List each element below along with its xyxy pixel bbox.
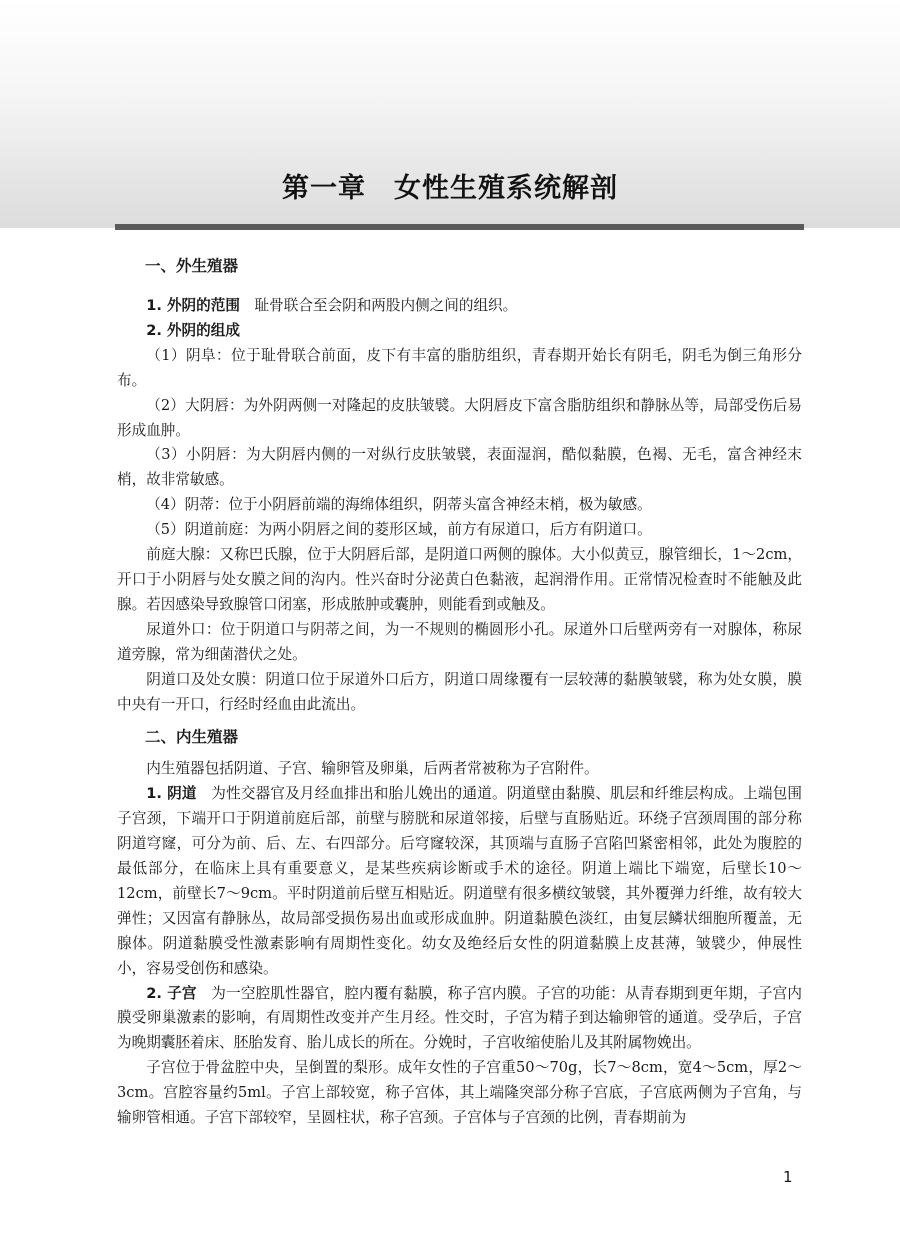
- paragraph-internal-intro: 内生殖器包括阴道、子宫、输卵管及卵巢，后两者常被称为子宫附件。: [146, 760, 599, 778]
- term-uterus: 2. 子宫: [146, 984, 197, 1002]
- paragraph-labia-majora: （2）大阴唇：为外阴两侧一对隆起的皮肤皱襞。大阴唇皮下富含脂肪组织和静脉丛等，局部受伤后易形成血肿。: [117, 396, 802, 439]
- paragraph-vagina: [117, 782, 802, 981]
- paragraph-hymen: 阴道口及处女膜：阴道口位于尿道外口后方，阴道口周缘覆有一层较薄的黏膜皱襞，称为处女膜，膜中央有一开口，行经时经血由此流出。: [117, 670, 802, 713]
- page-content: [117, 254, 802, 1131]
- paragraph-mons: （1）阴阜：位于耻骨联合前面，皮下有丰富的脂肪组织，青春期开始长有阴毛，阴毛为倒三角形分布。: [117, 346, 802, 389]
- term-vagina: 1. 阴道: [146, 785, 197, 803]
- section-heading-external: 一、外生殖器: [145, 257, 239, 275]
- paragraph-uterus: [117, 982, 802, 1057]
- paragraph-clitoris: （4）阴蒂：位于小阴唇前端的海绵体组织，阴蒂头富含神经末梢，极为敏感。: [146, 496, 652, 514]
- chapter-title: 第一章 女性生殖系统解剖: [282, 173, 618, 204]
- paragraph-urethra: 尿道外口：位于阴道口与阴蒂之间，为一不规则的椭圆形小孔。尿道外口后壁两旁有一对腺体，称尿道旁腺，常为细菌潜伏之处。: [117, 620, 802, 663]
- paragraph-labia-minora: （3）小阴唇：为大阴唇内侧的一对纵行皮肤皱襞，表面湿润，酷似黏膜，色褐、无毛，富含神经末梢，故非常敏感。: [117, 446, 802, 489]
- term-vulva-range: 1. 外阴的范围: [146, 297, 240, 314]
- title-rule: [115, 224, 804, 230]
- paragraph-vestibule: （5）阴道前庭：为两小阴唇之间的菱形区域，前方有尿道口，后方有阴道口。: [146, 521, 652, 539]
- paragraph-uterus-position: 子宫位于骨盆腔中央，呈倒置的梨形。成年女性的子宫重50～70g，长7～8cm，宽4～5cm，厚2～3cm。宫腔容量约5ml。子宫上部较宽，称子宫体，其上端隆突部分称子宫底，子宫底两侧为子宫角，与输卵管相通。子宫下部较窄，呈圆柱状，称子宫颈。子宫体与子宫颈的比例，青春期前为: [117, 1059, 802, 1127]
- section-heading-internal: 二、内生殖器: [145, 728, 239, 747]
- subheading-vulva-composition: 2. 外阴的组成: [146, 321, 240, 339]
- paragraph-bartholin: 前庭大腺：又称巴氏腺，位于大阴唇后部，是阴道口两侧的腺体。大小似黄豆，腺管细长，1～2cm，开口于小阴唇与处女膜之间的沟内。性兴奋时分泌黄白色黏液，起润滑作用。正常情况检查时不能触及此腺。若因感染导致腺管口闭塞，形成脓肿或囊肿，则能看到或触及。: [117, 546, 802, 613]
- paragraph-text: 为一空腔肌性器官，腔内覆有黏膜，称子宫内膜。子宫的功能：从青春期到更年期，子宫内膜受卵巢激素的影响，有周期性改变并产生月经。性交时，子宫为精子到达输卵管的通道。受孕后，子宫为晚期囊胚着床、胚胎发育、胎儿成长的所在。分娩时，子宫收缩使胎儿及其附属物娩出。: [117, 984, 803, 1052]
- paragraph-text: 为性交器官及月经血排出和胎儿娩出的通道。阴道壁由黏膜、肌层和纤维层构成。上端包围子宫颈，下端开口于阴道前庭后部，前壁与膀胱和尿道邻接，后壁与直肠贴近。环绕子宫颈周围的部分称阴道穹窿，可分为前、后、左、右四部分。后穹窿较深，其顶端与直肠子宫陷凹紧密相邻，此处为腹腔的最低部分，在临床上具有重要意义，是某些疾病诊断或手术的途径。阴道上端比下端宽，后壁长10～12cm，前壁长7～9cm。平时阴道前后壁互相贴近。阴道壁有很多横纹皱襞，其外覆弹力纤维，故有较大弹性；又因富有静脉丛，故局部受损伤易出血或形成血肿。阴道黏膜色淡红，由复层鳞状细胞所覆盖，无腺体。阴道黏膜受性激素影响有周期性变化。幼女及绝经后女性的阴道黏膜上皮甚薄，皱襞少，伸展性小，容易受创伤和感染。: [117, 785, 803, 977]
- paragraph-vulva-range: [117, 294, 802, 319]
- page-number: 1: [783, 1168, 793, 1186]
- paragraph-text: 耻骨联合至会阴和两股内侧之间的组织。: [254, 297, 518, 314]
